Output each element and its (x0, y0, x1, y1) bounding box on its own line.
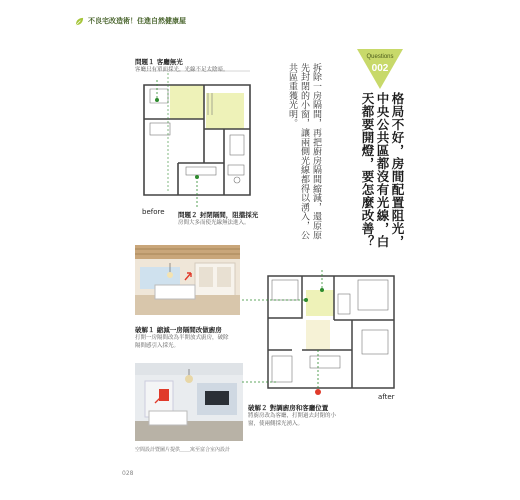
heading-line-2: 中央公共區都沒有光線，白 (375, 92, 390, 248)
heading-line-3: 天都要開燈，要怎麼改善？ (360, 92, 375, 248)
header-text: 不良宅改造術！住進自然健康屋 (88, 17, 186, 25)
problem-2-title: 問題２ 封閉隔間，阻擋採光 (178, 211, 259, 219)
body-line-2: 先封閉的小窗，讓兩側光線都得以湧入，公 (299, 63, 309, 240)
heading-line-1: 格局不好，房間配置阻光， (390, 92, 405, 248)
question-badge-top: Questions (366, 54, 394, 60)
leaf-icon (75, 17, 84, 26)
connector-after-2 (240, 378, 280, 388)
question-badge-number: 002 (371, 63, 389, 74)
solution-1-caption (135, 325, 229, 350)
solution-2-caption (248, 403, 336, 428)
connector-before-1 (155, 78, 185, 128)
main-heading (360, 92, 405, 252)
body-text (286, 63, 322, 258)
solution-2-text-1: 將廚房改為客廳，打開過去封閉的小 (248, 413, 337, 419)
solution-1-text-1: 打開一房隔間改為半開放式廚房，破除 (135, 335, 229, 341)
body-line-3: 共區重獲光明。 (287, 63, 297, 129)
problem-2-caption (178, 210, 258, 227)
solution-2-text-2: 窗，使兩側採光湧入。 (248, 421, 304, 427)
page-number: 028 (122, 470, 134, 477)
before-label: before (142, 208, 165, 216)
source-credit: 空間設計暨圖片提供＿＿寓至富合室內設計 (135, 447, 231, 453)
connector-before-2 (195, 175, 215, 215)
living-room-photo (135, 363, 243, 441)
body-line-1: 拆除一房隔間，再把廚房隔間縮減，還原原 (311, 63, 321, 240)
solution-1-text-2: 隔間感引入採光。 (135, 343, 180, 349)
solution-2-title: 破解２ 對調廚房和客廳位置 (248, 404, 329, 412)
problem-2-text: 房間大多而使光線無法進入。 (178, 220, 250, 226)
problem-1-title: 問題１ 客廳無光 (135, 58, 183, 66)
connector-after-1 (240, 296, 310, 306)
after-floor-plan (262, 270, 400, 395)
after-label: after (378, 393, 395, 401)
problem-1-text: 客廳只有單面採光，光線不足太陰暗。 (135, 67, 229, 73)
question-badge (355, 45, 405, 91)
kitchen-photo (135, 245, 240, 315)
page-header (75, 16, 186, 26)
problem-1-caption (135, 57, 229, 74)
solution-1-title: 破解１ 縮減一房隔間改做廚房 (135, 326, 222, 334)
